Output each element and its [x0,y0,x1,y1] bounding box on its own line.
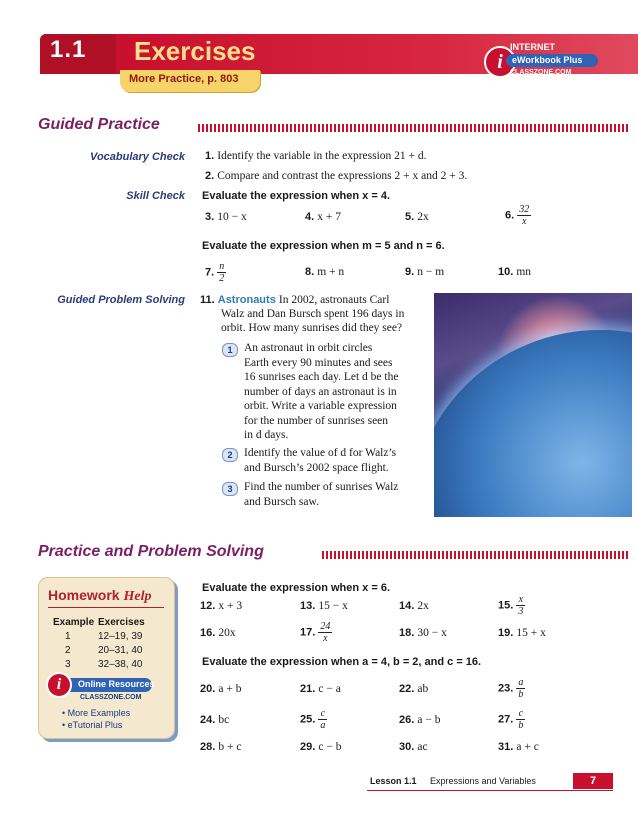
exercise-expr: a − b [417,714,441,726]
fraction-numerator: a [518,677,524,688]
exercise-number: 27. [498,713,514,726]
exercise-expr: bc [218,714,230,726]
exercise-22 [399,683,428,695]
exercise-fraction [318,621,332,644]
question-6-denominator: x [522,216,527,227]
exercise-number: 21. [300,683,316,695]
question-11-line-2: Walz and Dan Bursch spent 196 days in [221,308,405,320]
exercise-expr: ab [417,683,429,695]
earth-globe [434,330,632,517]
exercise-number: 13. [300,600,316,612]
question-8 [305,266,344,278]
exercise-expr: c − a [318,683,341,695]
step-2-line: and Bursch’s 2002 space flight. [244,461,389,474]
question-3 [205,211,247,223]
exercise-30 [399,741,428,753]
page-title: Exercises [134,36,256,66]
exercise-20 [200,683,241,695]
fraction-numerator: c [318,708,327,720]
exercise-number: 20. [200,683,216,695]
guided-practice-rule [198,124,630,132]
question-6-fraction [517,204,531,227]
question-11 [200,293,430,335]
fraction-denominator: b [518,720,524,731]
exercise-expr: b + c [218,741,242,753]
question-9 [405,266,444,278]
step-1-line: 16 sunrises each day. Let d be the [244,371,399,383]
homework-divider [48,607,164,608]
online-bullet[interactable]: • eTutorial Plus [62,720,123,730]
homework-word: Homework [48,587,120,603]
exercise-number: 23. [498,682,514,695]
exercise-expr: 15 − x [318,600,348,612]
question-7-number: 7. [205,266,215,279]
question-11-number: 11. [200,294,215,306]
exercise-number: 17. [300,626,316,639]
step-1-line: in d days. [244,429,289,441]
exercise-number: 25. [300,713,316,726]
exercise-expr: ac [417,741,428,753]
step-2-badge: 2 [222,448,238,462]
step-3-badge: 3 [222,482,238,496]
exercise-31 [498,741,539,753]
step-2-text [244,446,396,475]
exercise-25 [300,708,327,731]
exercise-21 [300,683,341,695]
question-5 [405,211,429,223]
question-5-expr: 2x [417,211,429,223]
skill-check-label: Skill Check [126,190,185,202]
step-3-line: and Bursch saw. [244,495,319,508]
question-11-topic: Astronauts [217,294,276,306]
fraction-denominator: a [320,720,326,731]
eworkbook-label: eWorkbook Plus [512,55,583,65]
practice-rule [322,551,630,559]
question-8-expr: m + n [317,266,345,278]
question-1 [205,150,427,162]
exercise-expr: 20x [218,627,236,639]
fraction-denominator: 3 [518,606,524,617]
exercise-number: 19. [498,627,514,639]
practice-instruction-2: Evaluate the expression when a = 4, b = 2, and c = 16. [202,656,482,668]
step-1-badge: 1 [222,343,238,357]
footer-lesson: Lesson 1.1 [370,776,417,786]
exercise-19 [498,627,546,639]
exercise-number: 26. [399,714,415,726]
exercise-17 [300,621,332,644]
step-1-line: Earth every 90 minutes and sees [244,356,393,369]
question-9-expr: n − m [417,266,445,278]
exercise-expr: 15 + x [516,627,546,639]
exercise-13 [300,600,348,612]
exercise-26 [399,714,440,726]
exercise-number: 14. [399,600,415,612]
exercise-expr: a + b [218,683,242,695]
hw-row-example: 1 [65,631,71,642]
exercise-number: 22. [399,683,415,695]
hw-row-exercises: 32–38, 40 [98,659,143,670]
exercise-16 [200,627,236,639]
exercise-number: 12. [200,600,216,612]
guided-practice-heading: Guided Practice [38,116,160,133]
internet-site: CLASSZONE.COM [510,69,572,76]
online-resources-label: Online Resources [78,679,155,689]
question-6-numerator: 32 [519,204,530,215]
question-1-text: Identify the variable in the expression 21 + d. [217,150,427,162]
internet-info-icon: i [484,46,516,78]
question-2-text: Compare and contrast the expressions 2 + x and 2 + 3. [217,170,468,182]
footer-title: Expressions and Variables [430,776,536,786]
guided-problem-solving-label: Guided Problem Solving [57,294,185,306]
vocabulary-check-label: Vocabulary Check [90,151,185,163]
question-2 [205,170,467,182]
hw-row-exercises: 12–19, 39 [98,631,143,642]
exercise-fraction [318,708,327,731]
question-10-expr: mn [516,266,532,278]
exercise-24 [200,714,229,726]
question-7 [205,261,226,284]
hw-row-example: 3 [65,659,71,670]
exercise-expr: x + 3 [218,600,243,612]
question-7-fraction [217,261,226,284]
exercise-14 [399,600,429,612]
exercise-18 [399,627,447,639]
step-3-line: Find the number of sunrises Walz [244,481,399,493]
fraction-denominator: b [518,689,524,700]
question-3-expr: 10 − x [217,211,247,223]
step-1-text [244,341,398,443]
question-10 [498,266,531,278]
fraction-denominator: x [323,633,328,644]
skill-instruction-2: Evaluate the expression when m = 5 and n = 6. [202,240,445,252]
online-info-icon: i [46,672,72,698]
question-10-number: 10. [498,266,514,278]
exercise-number: 24. [200,714,216,726]
earth-sunrise-photo [434,293,632,517]
exercise-15 [498,594,525,617]
exercise-expr: a + c [516,741,539,753]
question-8-number: 8. [305,266,315,278]
step-1-line: for the number of sunrises seen [244,414,389,427]
exercise-12 [200,600,242,612]
exercise-expr: 30 − x [417,627,447,639]
help-word: Help [123,589,152,604]
question-9-number: 9. [405,266,415,278]
step-1-line: number of days an astronaut is in [244,385,397,398]
exercise-29 [300,741,341,753]
exercise-fraction [516,708,525,731]
question-4 [305,211,341,223]
practice-heading: Practice and Problem Solving [38,543,264,560]
online-bullet[interactable]: • More Examples [62,708,131,718]
question-2-number: 2. [205,170,215,182]
question-6 [505,204,531,227]
hw-row-example: 2 [65,645,71,656]
step-1-line: An astronaut in orbit circles [244,342,373,354]
question-1-number: 1. [205,150,215,162]
exercise-fraction [516,677,525,700]
exercise-expr: c − b [318,741,342,753]
question-7-denominator: 2 [219,273,225,284]
homework-help-title [48,587,151,605]
exercise-27 [498,708,525,731]
exercise-number: 16. [200,627,216,639]
question-6-number: 6. [505,209,515,222]
exercise-number: 28. [200,741,216,753]
online-site: CLASSZONE.COM [80,694,142,701]
exercise-23 [498,677,525,700]
exercise-number: 18. [399,627,415,639]
exercise-number: 30. [399,741,415,753]
question-7-numerator: n [219,261,225,272]
step-2-line: Identify the value of d for Walz’s [244,447,397,459]
question-4-expr: x + 7 [317,211,341,223]
step-1-line: orbit. Write a variable expression [244,400,397,412]
exercise-expr: 2x [417,600,429,612]
exercise-fraction [516,594,525,617]
col-exercises-header: Exercises [98,617,145,628]
question-11-line-1: In 2002, astronauts Carl [278,294,390,306]
section-number: 1.1 [50,36,87,63]
footer-rule [367,790,613,791]
page-number: 7 [573,773,613,789]
question-5-number: 5. [405,211,415,223]
fraction-numerator: c [516,708,525,720]
question-4-number: 4. [305,211,315,223]
exercise-number: 15. [498,599,514,612]
fraction-numerator: 24 [320,621,331,632]
question-3-number: 3. [205,211,215,223]
exercise-number: 29. [300,741,316,753]
internet-label: INTERNET [510,42,555,52]
skill-instruction-1: Evaluate the expression when x = 4. [202,190,390,202]
practice-instruction-1: Evaluate the expression when x = 6. [202,582,390,594]
fraction-numerator: x [516,594,525,606]
hw-row-exercises: 20–31, 40 [98,645,143,656]
exercise-number: 31. [498,741,514,753]
exercise-28 [200,741,241,753]
question-11-line-3: orbit. How many sunrises did they see? [221,322,403,334]
more-practice-label: More Practice, p. 803 [129,73,239,85]
col-example-header: Example [53,617,95,628]
step-3-text [244,480,398,509]
